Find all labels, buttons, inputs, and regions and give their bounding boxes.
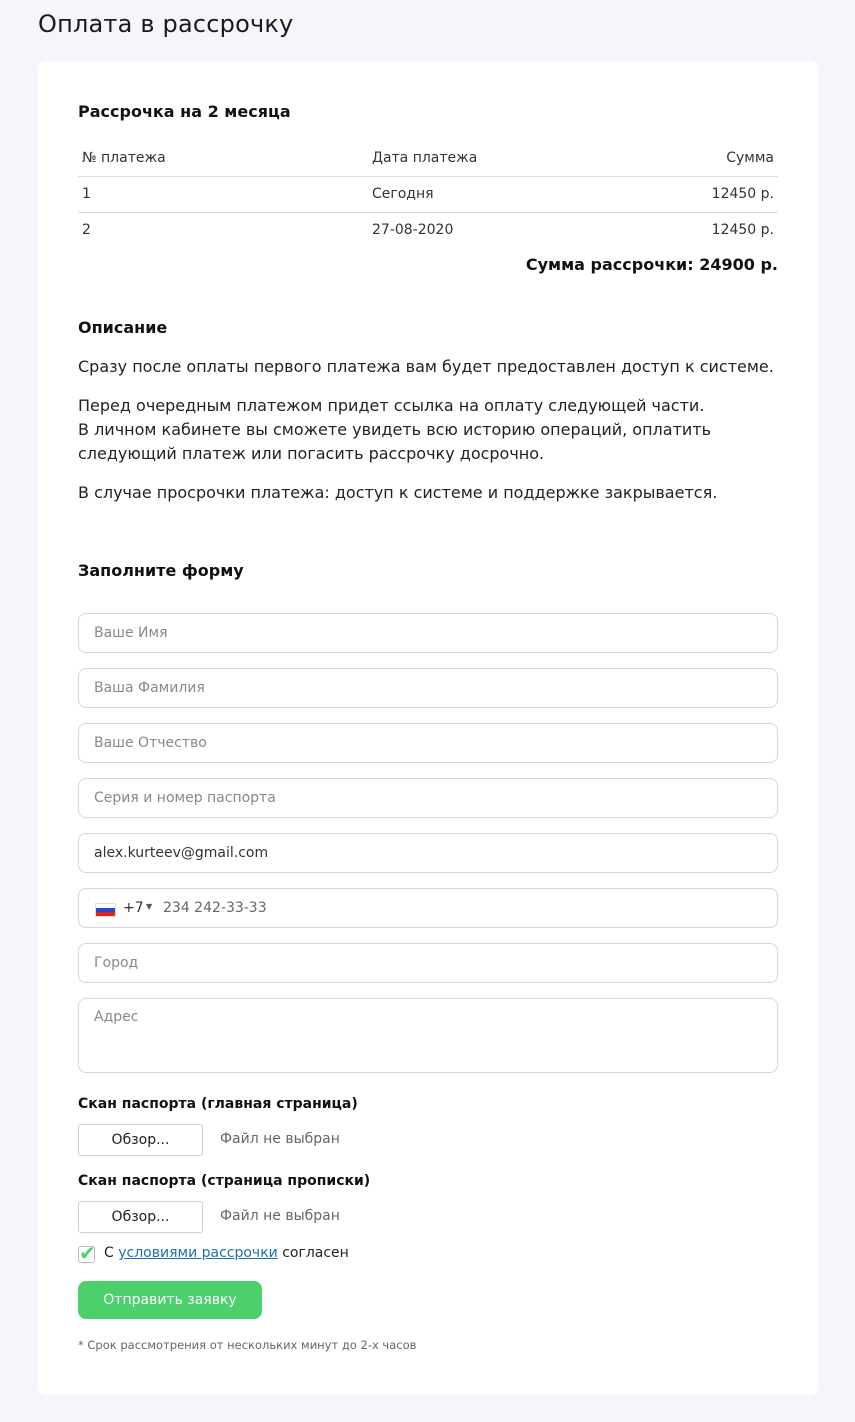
checkmark-icon: ✔ bbox=[79, 1241, 96, 1265]
last-name-input[interactable] bbox=[78, 668, 778, 708]
phone-input[interactable] bbox=[163, 895, 763, 921]
description-line: Перед очередным платежом придет ссылка на оплату следующей части. bbox=[78, 396, 705, 415]
review-time-note: * Срок рассмотрения от нескольких минут до 2-х часов bbox=[78, 1338, 417, 1352]
phone-field bbox=[78, 888, 778, 928]
description-paragraph: В случае просрочки платежа: доступ к системе и поддержке закрывается. bbox=[78, 483, 718, 502]
email-input[interactable] bbox=[78, 833, 778, 873]
terms-label bbox=[104, 1245, 349, 1261]
description-paragraph bbox=[78, 394, 778, 466]
terms-suffix: согласен bbox=[277, 1245, 349, 1261]
caret-down-icon[interactable]: ▼ bbox=[146, 902, 153, 911]
address-textarea[interactable] bbox=[78, 998, 778, 1073]
city-input[interactable] bbox=[78, 943, 778, 983]
description-line: В личном кабинете вы сможете увидеть всю историю операций, оплатить следующий платеж или погасить рассрочку досрочно. bbox=[78, 420, 712, 463]
plan-title: Рассрочка на 2 месяца bbox=[78, 102, 291, 121]
terms-link[interactable]: условиями рассрочки bbox=[118, 1245, 278, 1261]
column-header-date: Дата платежа bbox=[368, 141, 621, 176]
payment-date: 27-08-2020 bbox=[372, 222, 454, 239]
file-status-registration: Файл не выбран bbox=[220, 1208, 340, 1224]
payment-amount: 12450 р. bbox=[711, 222, 774, 239]
column-header-number: № платежа bbox=[78, 141, 368, 176]
scan-registration-label: Скан паспорта (страница прописки) bbox=[78, 1173, 371, 1189]
submit-button[interactable]: Отправить заявку bbox=[78, 1281, 262, 1319]
russia-flag-icon[interactable] bbox=[95, 903, 116, 917]
browse-main-button[interactable]: Обзор... bbox=[78, 1124, 203, 1156]
terms-prefix: С bbox=[104, 1245, 119, 1261]
file-status-main: Файл не выбран bbox=[220, 1131, 340, 1147]
country-code[interactable]: +7 bbox=[123, 900, 144, 916]
payment-date: Сегодня bbox=[368, 176, 621, 212]
description-paragraph: Сразу после оплаты первого платежа вам будет предоставлен доступ к системе. bbox=[78, 357, 774, 376]
form-title: Заполните форму bbox=[78, 561, 244, 580]
description-title: Описание bbox=[78, 318, 168, 337]
description-text bbox=[78, 355, 778, 520]
payment-number: 2 bbox=[82, 222, 91, 239]
browse-registration-button[interactable]: Обзор... bbox=[78, 1201, 203, 1233]
scan-main-label: Скан паспорта (главная страница) bbox=[78, 1096, 358, 1112]
payment-schedule-table bbox=[78, 141, 778, 248]
passport-input[interactable] bbox=[78, 778, 778, 818]
terms-checkbox[interactable] bbox=[78, 1241, 96, 1265]
table-row bbox=[78, 176, 778, 212]
patronymic-input[interactable] bbox=[78, 723, 778, 763]
installment-card bbox=[38, 61, 818, 1395]
first-name-input[interactable] bbox=[78, 613, 778, 653]
table-row bbox=[78, 212, 778, 248]
column-header-amount: Сумма bbox=[621, 141, 778, 176]
payment-amount: 12450 р. bbox=[621, 176, 778, 212]
table-header-row bbox=[78, 141, 778, 176]
payment-number: 1 bbox=[78, 176, 368, 212]
installment-total: Сумма рассрочки: 24900 р. bbox=[525, 255, 778, 274]
page-title: Оплата в рассрочку bbox=[38, 10, 294, 38]
